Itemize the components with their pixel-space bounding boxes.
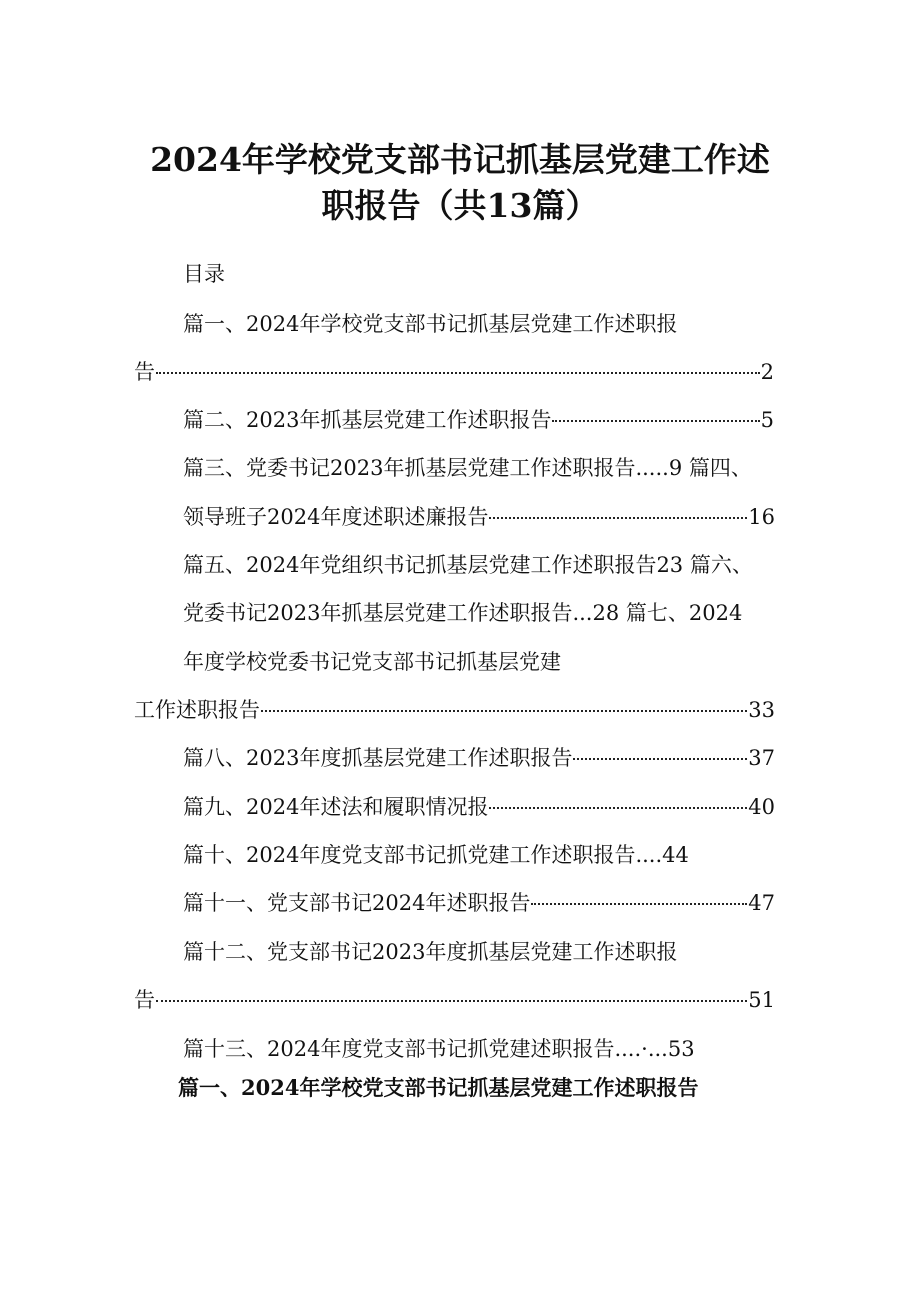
toc-entry-text: 告 [134,988,155,1012]
toc-entry-11[interactable] [183,888,775,918]
toc-page-number: 40 [748,795,775,819]
toc-entry-7[interactable]: 年度学校党委书记党支部书记抓基层党建 [183,650,561,674]
toc-entry-12-cont[interactable] [134,985,775,1015]
toc-page-number: 37 [748,746,775,770]
toc-entry-text: 告 [134,360,155,384]
toc-leader-dots [261,710,747,712]
toc-entry-5[interactable]: 篇五、2024年党组织书记抓基层党建工作述职报告23 篇六、 [183,553,753,577]
toc-entry-text: 篇二、2023年抓基层党建工作述职报告 [183,408,552,432]
toc-entry-2[interactable] [183,405,774,435]
toc-leader-dots [156,372,760,374]
toc-leader-dots [489,807,747,809]
toc-entry-1-cont[interactable] [134,357,774,387]
toc-entry-text: 篇十一、党支部书记2024年述职报告 [183,891,531,915]
section-heading: 篇一、2024年学校党支部书记抓基层党建工作述职报告 [178,1075,699,1100]
toc-leader-dots [573,758,747,760]
toc-page-number: 33 [748,698,775,722]
document-title-line-2: 职报告（共13篇） [321,186,599,225]
toc-page-number: 2 [760,360,774,384]
toc-entry-12[interactable]: 篇十二、党支部书记2023年度抓基层党建工作述职报 [183,940,678,964]
toc-entry-13[interactable]: 篇十三、2024年度党支部书记抓党建述职报告....·...53 [183,1037,695,1061]
toc-entry-text: 工作述职报告 [134,698,260,722]
toc-entry-text: 领导班子2024年度述职述廉报告 [183,505,489,529]
toc-page-number: 5 [760,408,774,432]
toc-entry-6[interactable]: 党委书记2023年抓基层党建工作述职报告...28 篇七、2024 [183,601,743,625]
toc-page-number: 16 [748,505,775,529]
toc-entry-8[interactable] [183,743,775,773]
toc-entry-1[interactable]: 篇一、2024年学校党支部书记抓基层党建工作述职报 [183,312,678,336]
toc-entry-4[interactable] [183,502,775,532]
toc-leader-dots [531,903,747,905]
toc-entry-10[interactable]: 篇十、2024年度党支部书记抓党建工作述职报告....44 [183,843,689,867]
toc-leader-dots [156,1000,747,1002]
toc-entry-7-cont[interactable] [134,695,775,725]
toc-entry-9[interactable] [183,792,775,822]
toc-entry-text: 篇八、2023年度抓基层党建工作述职报告 [183,746,573,770]
toc-page-number: 51 [748,988,775,1012]
toc-entry-text: 篇九、2024年述法和履职情况报 [183,795,489,819]
toc-label: 目录 [183,262,225,286]
document-title-line-1: 2024年学校党支部书记抓基层党建工作述 [150,140,770,179]
toc-page-number: 47 [748,891,775,915]
toc-entry-3[interactable]: 篇三、党委书记2023年抓基层党建工作述职报告.....9 篇四、 [183,456,752,480]
toc-leader-dots [552,420,759,422]
toc-leader-dots [489,517,747,519]
